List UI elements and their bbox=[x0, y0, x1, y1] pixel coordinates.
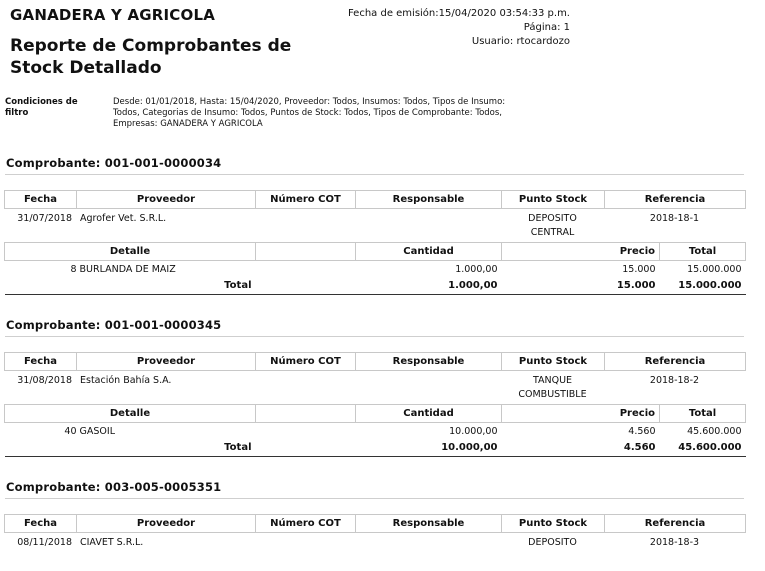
cell-proveedor: Agrofer Vet. S.R.L. bbox=[80, 213, 167, 224]
item-code: 8 bbox=[70, 263, 77, 275]
col-responsable: Responsable bbox=[356, 191, 502, 209]
cell-precio: 15.000 bbox=[622, 263, 656, 275]
col-responsable: Responsable bbox=[356, 515, 502, 533]
cell-punto-stock: DEPOSITO bbox=[528, 537, 577, 548]
cell-fecha: 31/07/2018 bbox=[17, 213, 72, 224]
col-fecha: Fecha bbox=[5, 353, 77, 371]
total-cantidad: 10.000,00 bbox=[356, 439, 502, 457]
col-cantidad: Cantidad bbox=[356, 405, 502, 423]
cell-cantidad: 10.000,00 bbox=[449, 425, 498, 437]
cell-responsable bbox=[355, 374, 501, 402]
table-row bbox=[4, 212, 745, 240]
comprobante-title: Comprobante: 003-005-0005351 bbox=[6, 480, 222, 494]
divider bbox=[5, 336, 744, 337]
report-title: Reporte de Comprobantes de Stock Detallado bbox=[10, 36, 292, 78]
col-punto-stock: Punto Stock bbox=[502, 191, 605, 209]
cell-cot bbox=[255, 536, 355, 550]
filter-conditions: Desde: 01/01/2018, Hasta: 15/04/2020, Proveedor: Todos, Insumos: Todos, Tipos de Insumo: Todos, Categorias de Insumo: Todos, Puntos de Stock: Todos, Tipos de Comprobante: Todos, Empresas: GANADERA Y AGRICOLA bbox=[113, 97, 506, 129]
col-empty bbox=[256, 405, 356, 423]
comprobante-header-table bbox=[4, 190, 746, 209]
col-cantidad: Cantidad bbox=[356, 243, 502, 261]
col-referencia: Referencia bbox=[605, 191, 746, 209]
col-fecha: Fecha bbox=[5, 191, 77, 209]
comprobante-header-table bbox=[4, 514, 746, 533]
cell-proveedor: CIAVET S.R.L. bbox=[80, 537, 144, 548]
cell-precio: 4.560 bbox=[628, 425, 656, 437]
col-precio: Precio bbox=[502, 405, 660, 423]
cell-cantidad: 1.000,00 bbox=[455, 263, 498, 275]
col-referencia: Referencia bbox=[605, 515, 746, 533]
detail-table bbox=[4, 404, 746, 457]
cell-total: 45.600.000 bbox=[687, 425, 742, 437]
col-total: Total bbox=[660, 405, 746, 423]
cell-empty bbox=[256, 261, 356, 278]
cell-fecha: 31/08/2018 bbox=[17, 375, 72, 386]
divider bbox=[5, 498, 744, 499]
cell-total: 15.000.000 bbox=[687, 263, 742, 275]
col-proveedor: Proveedor bbox=[77, 515, 256, 533]
cell-responsable bbox=[355, 212, 501, 240]
cell-proveedor: Estación Bahía S.A. bbox=[80, 375, 172, 386]
emission-date: Fecha de emisión:15/04/2020 03:54:33 p.m. bbox=[347, 8, 570, 19]
cell-cot bbox=[255, 212, 355, 240]
col-punto-stock: Punto Stock bbox=[502, 515, 605, 533]
col-proveedor: Proveedor bbox=[77, 191, 256, 209]
divider bbox=[5, 174, 744, 175]
cell-punto-stock: TANQUE COMBUSTIBLE bbox=[518, 375, 587, 400]
cell-referencia: 2018-18-2 bbox=[649, 375, 700, 386]
col-responsable: Responsable bbox=[356, 353, 502, 371]
cell-detalle bbox=[5, 261, 256, 278]
item-code: 40 bbox=[64, 425, 77, 437]
total-label: Total bbox=[5, 439, 256, 457]
cell-fecha: 08/11/2018 bbox=[17, 537, 72, 548]
cell-responsable bbox=[355, 536, 501, 550]
col-punto-stock: Punto Stock bbox=[502, 353, 605, 371]
cell-detalle bbox=[5, 423, 256, 440]
total-label: Total bbox=[5, 277, 256, 295]
total-cantidad: 1.000,00 bbox=[356, 277, 502, 295]
col-total: Total bbox=[660, 243, 746, 261]
col-cot: Número COT bbox=[256, 353, 356, 371]
report-meta bbox=[348, 7, 570, 49]
cell-empty bbox=[256, 439, 356, 457]
comprobante-title: Comprobante: 001-001-0000345 bbox=[6, 318, 222, 332]
col-referencia: Referencia bbox=[605, 353, 746, 371]
col-detalle: Detalle bbox=[5, 405, 256, 423]
item-name: BURLANDA DE MAIZ bbox=[79, 263, 176, 275]
total-total: 45.600.000 bbox=[660, 439, 746, 457]
cell-cot bbox=[255, 374, 355, 402]
table-row bbox=[4, 374, 745, 402]
filter-label: Condiciones de filtro bbox=[5, 97, 78, 118]
comprobante-title: Comprobante: 001-001-0000034 bbox=[6, 156, 222, 170]
company-name: GANADERA Y AGRICOLA bbox=[10, 6, 216, 24]
cell-empty bbox=[256, 423, 356, 440]
comprobante-header-table bbox=[4, 352, 746, 371]
col-cot: Número COT bbox=[256, 515, 356, 533]
col-proveedor: Proveedor bbox=[77, 353, 256, 371]
cell-punto-stock: DEPOSITO CENTRAL bbox=[528, 213, 577, 238]
total-precio: 4.560 bbox=[502, 439, 660, 457]
col-detalle: Detalle bbox=[5, 243, 256, 261]
user-name: Usuario: rtocardozo bbox=[471, 36, 570, 47]
col-empty bbox=[256, 243, 356, 261]
cell-empty bbox=[256, 277, 356, 295]
cell-referencia: 2018-18-3 bbox=[649, 537, 700, 548]
col-precio: Precio bbox=[502, 243, 660, 261]
col-fecha: Fecha bbox=[5, 515, 77, 533]
detail-table bbox=[4, 242, 746, 295]
item-name: GASOIL bbox=[79, 425, 115, 437]
table-row bbox=[4, 536, 745, 550]
col-cot: Número COT bbox=[256, 191, 356, 209]
page-number: Página: 1 bbox=[523, 22, 570, 33]
total-total: 15.000.000 bbox=[660, 277, 746, 295]
total-precio: 15.000 bbox=[502, 277, 660, 295]
cell-referencia: 2018-18-1 bbox=[649, 213, 700, 224]
